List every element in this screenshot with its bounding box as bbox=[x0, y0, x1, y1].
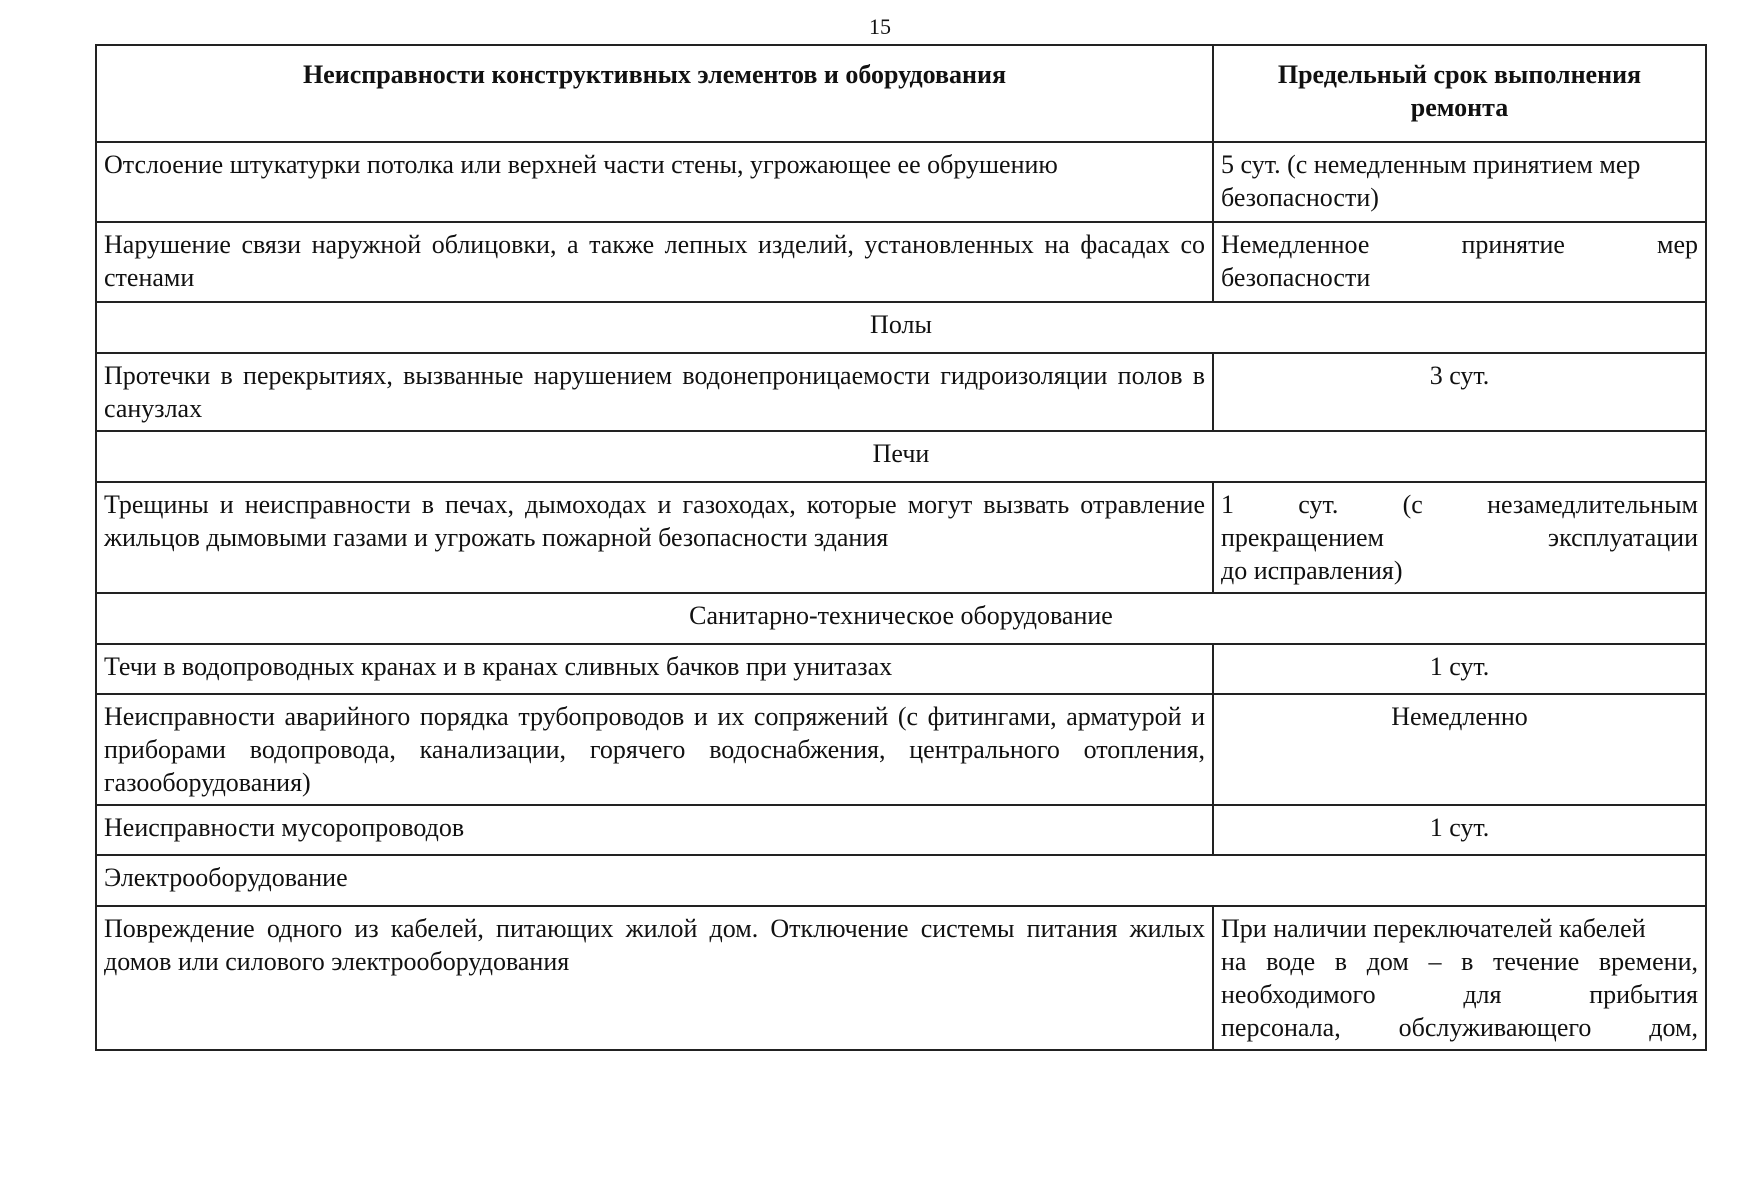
defect-cell: Нарушение связи наружной облицовки, а также лепных изделий, установленных на фасадах со стенами bbox=[96, 222, 1213, 302]
table-header-row bbox=[96, 45, 1706, 142]
table-row bbox=[96, 482, 1706, 593]
repair-deadlines-table bbox=[95, 44, 1707, 1051]
header-defects: Неисправности конструктивных элементов и оборудования bbox=[96, 45, 1213, 142]
section-row bbox=[96, 593, 1706, 644]
term-line: Немедленное принятие мер bbox=[1221, 230, 1698, 259]
term-cell: 1 сут. bbox=[1213, 805, 1706, 855]
section-title: Полы bbox=[96, 302, 1706, 353]
term-cell bbox=[1213, 222, 1706, 302]
table-row bbox=[96, 906, 1706, 1050]
term-line: 1 сут. (с незамедлительным bbox=[1221, 490, 1698, 519]
defect-cell: Неисправности аварийного порядка трубопроводов и их сопряжений (с фитингами, арматурой и приборами водопровода, канализации, горячего водоснабжения, центрального отопления, газооборудования) bbox=[96, 694, 1213, 805]
header-deadline bbox=[1213, 45, 1706, 142]
section-title: Санитарно-техническое оборудование bbox=[96, 593, 1706, 644]
defect-cell: Трещины и неисправности в печах, дымоходах и газоходах, которые могут вызвать отравление жильцов дымовыми газами и угрожать пожарной безопасности здания bbox=[96, 482, 1213, 593]
section-row bbox=[96, 855, 1706, 906]
term-cell: Немедленно bbox=[1213, 694, 1706, 805]
defect-cell: Протечки в перекрытиях, вызванные нарушением водонепроницаемости гидроизоляции полов в санузлах bbox=[96, 353, 1213, 431]
defect-cell: Повреждение одного из кабелей, питающих жилой дом. Отключение системы питания жилых домов или силового электрооборудования bbox=[96, 906, 1213, 1050]
section-row bbox=[96, 302, 1706, 353]
term-line: безопасности) bbox=[1221, 183, 1379, 212]
term-cell bbox=[1213, 142, 1706, 222]
table-row bbox=[96, 353, 1706, 431]
term-line: персонала, обслуживающего дом, bbox=[1221, 1013, 1698, 1042]
term-line: прекращением эксплуатации bbox=[1221, 523, 1698, 552]
defect-cell: Неисправности мусоропроводов bbox=[96, 805, 1213, 855]
table-row bbox=[96, 142, 1706, 222]
term-line: 5 сут. (с немедленным принятием мер bbox=[1221, 150, 1641, 179]
term-line: до исправления) bbox=[1221, 556, 1403, 585]
section-row bbox=[96, 431, 1706, 482]
defect-cell: Течи в водопроводных кранах и в кранах сливных бачков при унитазах bbox=[96, 644, 1213, 694]
table-row bbox=[96, 644, 1706, 694]
term-line: безопасности bbox=[1221, 263, 1371, 292]
header-deadline-line1: Предельный срок выполнения bbox=[1277, 60, 1642, 89]
term-cell bbox=[1213, 482, 1706, 593]
section-title: Электрооборудование bbox=[96, 855, 1706, 906]
term-line: При наличии переключателей кабелей bbox=[1221, 914, 1646, 943]
term-line: необходимого для прибытия bbox=[1221, 980, 1698, 1009]
header-deadline-line2: ремонта bbox=[1410, 93, 1509, 122]
table-row bbox=[96, 222, 1706, 302]
table-row bbox=[96, 694, 1706, 805]
term-cell: 3 сут. bbox=[1213, 353, 1706, 431]
term-cell bbox=[1213, 906, 1706, 1050]
defect-cell: Отслоение штукатурки потолка или верхней части стены, угрожающее ее обрушению bbox=[96, 142, 1213, 222]
page-number: 15 bbox=[869, 14, 891, 39]
section-title: Печи bbox=[96, 431, 1706, 482]
term-line: на воде в дом – в течение времени, bbox=[1221, 947, 1698, 976]
term-cell: 1 сут. bbox=[1213, 644, 1706, 694]
table-row bbox=[96, 805, 1706, 855]
